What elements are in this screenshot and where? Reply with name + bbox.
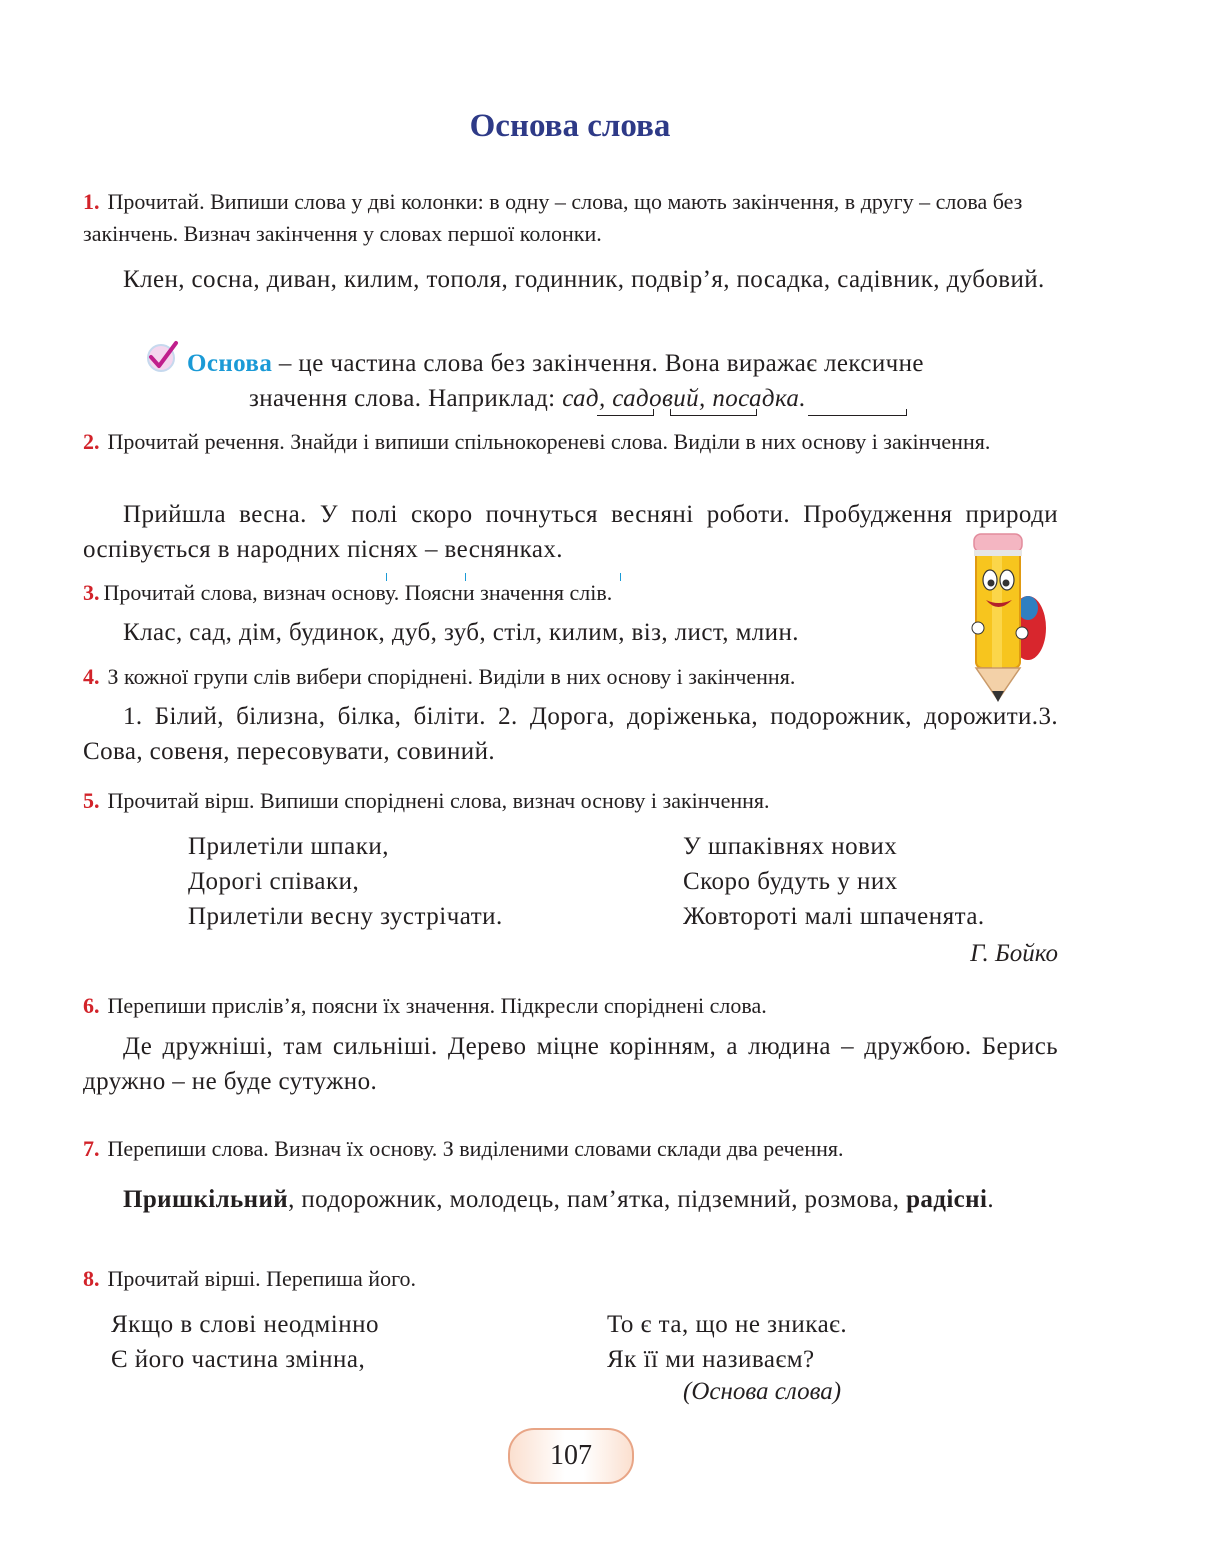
poem-line: Скоро будуть у них bbox=[683, 868, 898, 895]
example-word: садовий, bbox=[612, 385, 706, 412]
riddle-column-left bbox=[111, 1307, 379, 1377]
words-text: , подорожник, молодець, пам’ятка, підземний, розмова, bbox=[288, 1186, 900, 1213]
page-number: 107 bbox=[508, 1428, 634, 1484]
task-number: 8. bbox=[83, 1266, 100, 1291]
base-mark bbox=[808, 409, 907, 416]
task-3-words: Клас, сад, дім, будинок, дуб, зуб, стіл, килим, віз, лист, млин. bbox=[123, 619, 799, 646]
task-instruction: Прочитай слова, визнач основу. Поясни значення слів. bbox=[103, 580, 613, 605]
task-1-words: Клен, сосна, диван, килим, тополя, годинник, подвір’я, посадка, садівник, дубовий. bbox=[123, 266, 1045, 293]
task-4-words: 1. Білий, білизна, білка, біліти. 2. Дорога, доріженька, подорожник, дорожити.3. Сова, совеня, пересовувати, совиний. bbox=[83, 703, 1058, 765]
poem-line: Якщо в слові неодмінно bbox=[111, 1311, 379, 1338]
poem-line: Жовтороті малі шпаченята. bbox=[683, 903, 985, 930]
task-number: 3. bbox=[83, 580, 100, 605]
task-7-words bbox=[83, 1182, 1058, 1217]
poem-line: Прилетіли весну зустрічати. bbox=[188, 903, 503, 930]
task-number: 7. bbox=[83, 1136, 100, 1161]
base-mark bbox=[597, 409, 654, 416]
words-end: . bbox=[987, 1186, 994, 1213]
poem-line: То є та, що не зникає. bbox=[607, 1311, 848, 1338]
poem-line: Є його частина змінна, bbox=[111, 1346, 366, 1373]
poem-line: Дорогі співаки, bbox=[188, 868, 360, 895]
example-word: посадка. bbox=[712, 385, 806, 412]
task-6-proverbs: Де дружніші, там сильніші. Дерево міцне корінням, а людина – дружбою. Берись дружно – не буде сутужно. bbox=[83, 1033, 1058, 1095]
task-instruction: Перепиши прислів’я, поясни їх значення. Підкресли споріднені слова. bbox=[107, 993, 767, 1018]
task-instruction: Прочитай вірш. Випиши споріднені слова, визнач основу і закінчення. bbox=[107, 788, 770, 813]
poem-column-left bbox=[188, 829, 503, 934]
poem-line: Як її ми називаєм? bbox=[607, 1346, 815, 1373]
task-2-text: Прийшла весна. У полі скоро почнуться весняні роботи. Пробудження природи оспівується в народних піснях – веснянках. bbox=[83, 501, 1058, 563]
highlighted-word: Пришкільний bbox=[123, 1186, 289, 1213]
task-6 bbox=[83, 990, 1058, 1022]
checkmark-icon bbox=[145, 340, 179, 374]
task-instruction: Перепиши слова. Визнач їх основу. З виділеними словами склади два речення. bbox=[107, 1136, 844, 1161]
task-number: 4. bbox=[83, 664, 100, 689]
task-2 bbox=[83, 426, 1058, 458]
task-instruction: Прочитай. Випиши слова у дві колонки: в одну – слова, що мають закінчення, в другу – слова без закінчень. Визнач закінчення у словах першої колонки. bbox=[83, 189, 1023, 246]
task-number: 6. bbox=[83, 993, 100, 1018]
task-number: 5. bbox=[83, 788, 100, 813]
page-title: Основа слова bbox=[469, 108, 671, 144]
rule-text-2: значення слова. Наприклад: bbox=[249, 385, 563, 412]
task-5 bbox=[83, 785, 1058, 817]
poem-column-right bbox=[683, 829, 985, 934]
riddle-answer: (Основа слова) bbox=[683, 1378, 842, 1405]
task-3 bbox=[83, 577, 943, 609]
task-7 bbox=[83, 1133, 1058, 1165]
task-instruction: Прочитай речення. Знайди і випиши спільнокореневі слова. Виділи в них основу і закінчення. bbox=[107, 429, 991, 454]
task-8 bbox=[83, 1263, 1058, 1295]
riddle-column-right bbox=[607, 1307, 847, 1377]
poem-line: У шпаківнях нових bbox=[683, 833, 898, 860]
task-number: 1. bbox=[83, 189, 100, 214]
task-1 bbox=[83, 186, 1058, 250]
task-instruction: З кожної групи слів вибери споріднені. Виділи в них основу і закінчення. bbox=[107, 664, 796, 689]
task-number: 2. bbox=[83, 429, 100, 454]
task-4 bbox=[83, 661, 983, 693]
base-mark bbox=[670, 409, 757, 416]
poem-author: Г. Бойко bbox=[970, 940, 1058, 967]
rule-term: Основа bbox=[187, 350, 273, 377]
highlighted-word: радісні bbox=[906, 1186, 988, 1213]
rule-text: – це частина слова без закінчення. Вона виражає лексичне bbox=[272, 350, 924, 377]
rule-line-1 bbox=[187, 346, 1058, 381]
task-instruction: Прочитай вірші. Перепиша його. bbox=[107, 1266, 417, 1291]
poem-line: Прилетіли шпаки, bbox=[188, 833, 389, 860]
example-word: сад, bbox=[562, 385, 606, 412]
